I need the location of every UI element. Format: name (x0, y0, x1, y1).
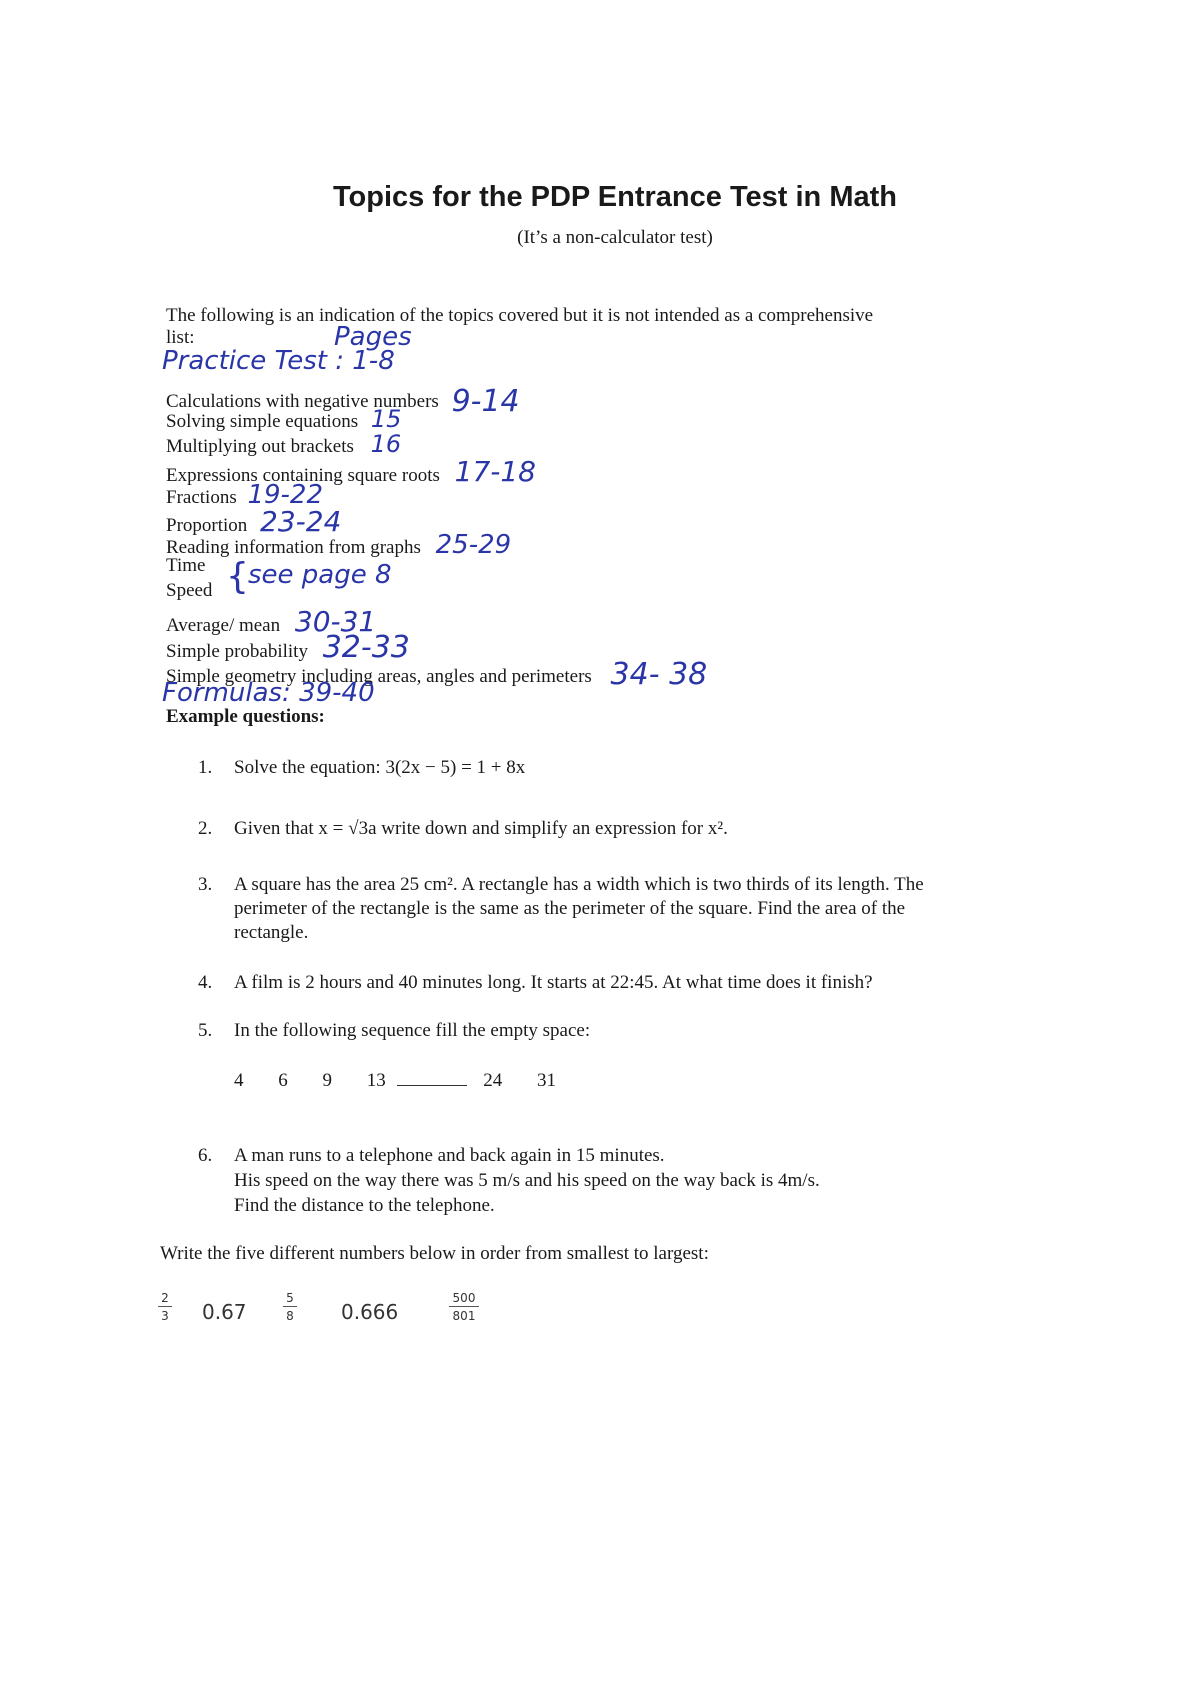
sequence-term: 24 (483, 1070, 503, 1091)
topic-pages: 19-22 (247, 480, 324, 510)
topic-pages: 9-14 (451, 384, 520, 419)
sequence-term: 6 (278, 1070, 288, 1091)
intro-line-1: The following is an indication of the topics covered but it is not intended as a comprehensive (166, 305, 874, 326)
handwritten-pages-label: Pages (334, 322, 412, 352)
question-number: 6. (198, 1145, 213, 1166)
topic-label: Solving simple equations (166, 411, 359, 432)
fraction-numerator: 2 (158, 1291, 172, 1307)
decimal-value: 0.67 (202, 1300, 247, 1324)
question-number: 5. (198, 1020, 213, 1041)
sequence-blank[interactable] (397, 1085, 467, 1086)
order-prompt: Write the five different numbers below in order from smallest to largest: (160, 1243, 709, 1264)
question-number: 3. (198, 874, 213, 895)
fraction-denominator: 8 (286, 1309, 294, 1323)
topic-pages: 25-29 (435, 530, 512, 560)
topic-label: Proportion (166, 515, 248, 536)
question-line: rectangle. (234, 922, 309, 943)
question-number: 1. (198, 757, 213, 778)
question-number: 2. (198, 818, 213, 839)
sequence-term: 4 (234, 1070, 244, 1091)
topic-pages: 16 (370, 430, 402, 458)
handwritten-formulas: Formulas: 39-40 (162, 678, 375, 708)
page-title: Topics for the PDP Entrance Test in Math (333, 181, 897, 213)
decimal-value: 0.666 (341, 1300, 399, 1324)
fraction-500-801 (449, 1291, 479, 1323)
topic-item (166, 555, 205, 577)
topic-label: Speed (166, 580, 213, 601)
question-line: Solve the equation: 3(2x − 5) = 1 + 8x (234, 757, 526, 778)
question-line: A film is 2 hours and 40 minutes long. It starts at 22:45. At what time does it finish? (234, 972, 873, 993)
topic-label: Multiplying out brackets (166, 436, 354, 457)
question-number: 4. (198, 972, 213, 993)
handwritten-brace: { (226, 556, 249, 597)
question-line: In the following sequence fill the empty space: (234, 1020, 591, 1041)
topic-pages: 23-24 (260, 505, 342, 538)
handwritten-see-page: see page 8 (248, 560, 392, 590)
topic-pages: 17-18 (454, 455, 536, 488)
fraction-two-thirds (158, 1291, 172, 1323)
topic-pages: 30-31 (294, 605, 377, 638)
intro-line-2: list: (166, 327, 195, 348)
question-line: Given that x = √3a write down and simplify an expression for x². (234, 818, 728, 839)
question-line: A man runs to a telephone and back again in 15 minutes. (234, 1145, 665, 1166)
fraction-numerator: 5 (283, 1291, 297, 1307)
question-line: A square has the area 25 cm². A rectangle has a width which is two thirds of its length. The (234, 874, 924, 895)
topic-pages: 34- 38 (610, 657, 708, 692)
topic-item (166, 530, 511, 560)
topic-label: Expressions containing square roots (166, 465, 440, 486)
topic-label: Average/ mean (166, 615, 281, 636)
fraction-denominator: 801 (452, 1309, 476, 1323)
handwritten-practice-test: Practice Test : 1-8 (162, 346, 395, 376)
fraction-numerator: 500 (449, 1291, 479, 1307)
topic-item (166, 580, 212, 602)
question-line: His speed on the way there was 5 m/s and his speed on the way back is 4m/s. (234, 1170, 820, 1191)
sequence-row (234, 1070, 556, 1092)
sequence-term: 9 (322, 1070, 332, 1091)
sequence-term: 31 (537, 1070, 556, 1091)
topic-label: Fractions (166, 487, 237, 508)
topic-label: Time (166, 555, 206, 576)
fraction-denominator: 3 (161, 1309, 169, 1323)
topic-label: Simple geometry including areas, angles and perimeters (166, 666, 592, 687)
topic-label: Simple probability (166, 641, 308, 662)
topic-item (166, 405, 401, 433)
fraction-five-eighths (283, 1291, 297, 1323)
sequence-term: 13 (366, 1070, 386, 1091)
question-line: perimeter of the rectangle is the same as the perimeter of the square. Find the area of the (234, 898, 906, 919)
topic-pages: 15 (370, 405, 402, 433)
examples-heading: Example questions: (166, 706, 325, 727)
question-line: Find the distance to the telephone. (234, 1195, 495, 1216)
topic-item (166, 430, 401, 458)
page-subtitle: (It’s a non-calculator test) (517, 227, 713, 248)
topic-label: Reading information from graphs (166, 537, 421, 558)
topic-label: Calculations with negative numbers (166, 391, 439, 412)
topic-pages: 32-33 (322, 630, 410, 665)
